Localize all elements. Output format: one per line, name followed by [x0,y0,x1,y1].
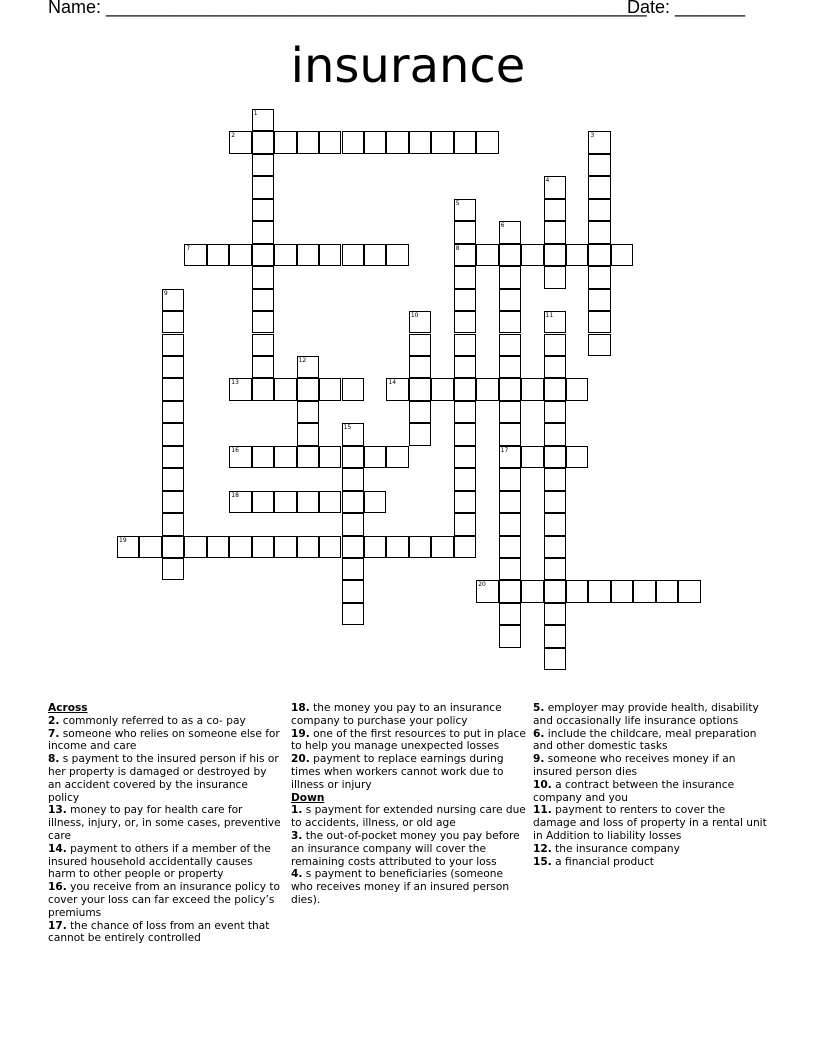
grid-cell[interactable] [454,289,476,311]
clue-number: 13 [231,379,239,387]
grid-cell[interactable] [544,423,566,445]
grid-cell[interactable] [454,266,476,288]
grid-cell[interactable] [162,289,184,311]
grid-cell[interactable] [454,199,476,221]
grid-cell[interactable] [566,580,588,602]
grid-cell[interactable] [252,334,274,356]
across-clue: 20. payment to replace earnings during times when workers cannot work due to illness or injury [291,753,504,791]
grid-cell[interactable] [499,468,521,490]
grid-cell[interactable] [454,334,476,356]
grid-cell[interactable] [454,311,476,333]
grid-cell[interactable] [499,558,521,580]
clue-number: 16 [231,446,239,454]
grid-cell[interactable] [454,468,476,490]
grid-cell[interactable] [499,603,521,625]
grid-cell[interactable] [431,536,453,558]
grid-cell[interactable] [364,446,386,468]
grid-cell[interactable] [342,580,364,602]
grid-cell[interactable] [499,401,521,423]
down-clue: 5. employer may provide health, disability and occasionally life insurance options [533,702,759,727]
clue-number: 7 [186,244,191,252]
grid-cell[interactable] [364,536,386,558]
grid-cell[interactable] [499,356,521,378]
grid-cell[interactable] [319,536,341,558]
grid-cell[interactable] [544,558,566,580]
clue-number: 19 [119,536,127,544]
grid-cell[interactable] [297,536,319,558]
grid-cell[interactable] [476,580,498,602]
grid-cell[interactable] [274,536,296,558]
grid-cell[interactable] [544,648,566,670]
across-clue: 8. s payment to the insured person if his or her property is damaged or destroyed by an accident covered by the insurance policy [48,753,279,804]
grid-cell[interactable] [252,154,274,176]
grid-cell[interactable] [499,311,521,333]
grid-cell[interactable] [499,378,521,400]
date-line: Date: _______ [627,0,746,17]
grid-cell[interactable] [409,378,431,400]
grid-cell[interactable] [274,131,296,153]
grid-cell[interactable] [544,266,566,288]
grid-cell[interactable] [544,468,566,490]
grid-cell[interactable] [588,131,610,153]
grid-cell[interactable] [499,513,521,535]
grid-cell[interactable] [476,131,498,153]
grid-cell[interactable] [274,491,296,513]
grid-cell[interactable] [544,536,566,558]
grid-cell[interactable] [588,244,610,266]
grid-cell[interactable] [499,625,521,647]
grid-cell[interactable] [409,401,431,423]
grid-cell[interactable] [229,244,251,266]
across-clue: 17. the chance of loss from an event that cannot be entirely controlled [48,919,270,945]
grid-cell[interactable] [162,536,184,558]
grid-cell[interactable] [499,536,521,558]
grid-cell[interactable] [544,580,566,602]
down-clue: 4. s payment to beneficiaries (someone who receives money if an insured person dies). [291,868,510,906]
grid-cell[interactable] [252,221,274,243]
grid-cell[interactable] [207,244,229,266]
grid-cell[interactable] [162,558,184,580]
grid-cell[interactable] [162,468,184,490]
grid-cell[interactable] [297,244,319,266]
grid-cell[interactable] [409,311,431,333]
grid-cell[interactable] [499,221,521,243]
grid-cell[interactable] [611,244,633,266]
across-clue: 7. someone who relies on someone else for income and care [48,727,280,753]
grid-cell[interactable] [342,513,364,535]
grid-cell[interactable] [162,311,184,333]
grid-cell[interactable] [544,603,566,625]
across-clue: 18. the money you pay to an insurance company to purchase your policy [291,702,502,727]
grid-cell[interactable] [342,558,364,580]
down-clue: 15. a financial product [533,855,654,868]
grid-cell[interactable] [319,491,341,513]
grid-cell[interactable] [342,378,364,400]
grid-cell[interactable] [342,536,364,558]
grid-cell[interactable] [274,446,296,468]
grid-cell[interactable] [544,401,566,423]
grid-cell[interactable] [184,536,206,558]
grid-cell[interactable] [252,491,274,513]
grid-cell[interactable] [409,334,431,356]
clue-number: 9 [163,289,168,297]
grid-cell[interactable] [386,131,408,153]
grid-cell[interactable] [544,625,566,647]
grid-cell[interactable] [476,378,498,400]
grid-cell[interactable] [499,580,521,602]
grid-cell[interactable] [162,491,184,513]
grid-cell[interactable] [364,131,386,153]
grid-cell[interactable] [252,266,274,288]
grid-cell[interactable] [476,244,498,266]
grid-cell[interactable] [566,244,588,266]
grid-cell[interactable] [252,311,274,333]
clue-number: 20 [478,581,486,589]
across-clue: 14. payment to others if a member of the insured household accidentally causes harm to other people or property [48,842,271,881]
down-clue: 12. the insurance company [533,842,680,855]
grid-cell[interactable] [409,356,431,378]
grid-cell[interactable] [342,244,364,266]
grid-cell[interactable] [454,401,476,423]
grid-cell[interactable] [386,378,408,400]
across-clue: 19. one of the first resources to put in place to help you manage unexpected losses [291,727,526,753]
grid-cell[interactable] [588,266,610,288]
grid-cell[interactable] [544,311,566,333]
grid-cell[interactable] [454,244,476,266]
grid-cell[interactable] [252,199,274,221]
grid-cell[interactable] [297,401,319,423]
grid-cell[interactable] [588,580,610,602]
clue-number: 15 [343,424,352,432]
clues-column-2 [291,702,527,907]
grid-cell[interactable] [386,536,408,558]
grid-cell[interactable] [544,356,566,378]
grid-cell[interactable] [139,536,161,558]
clue-number: 17 [500,446,509,454]
down-clue: 9. someone who receives money if an insured person dies [533,753,736,778]
grid-cell[interactable] [588,199,610,221]
grid-cell[interactable] [252,378,274,400]
grid-cell[interactable] [544,221,566,243]
grid-cell[interactable] [252,446,274,468]
clue-number: 4 [545,177,550,185]
grid-cell[interactable] [184,244,206,266]
grid-cell[interactable] [229,491,251,513]
grid-cell[interactable] [319,378,341,400]
grid-cell[interactable] [342,491,364,513]
grid-cell[interactable] [252,131,274,153]
grid-cell[interactable] [588,311,610,333]
grid-cell[interactable] [229,446,251,468]
clue-number: 11 [545,312,554,320]
grid-cell[interactable] [297,446,319,468]
clue-number: 8 [455,244,460,252]
grid-cell[interactable] [454,536,476,558]
grid-cell[interactable] [162,401,184,423]
clue-number: 6 [500,222,505,230]
page-title: insurance [290,38,526,94]
grid-cell[interactable] [454,378,476,400]
down-heading: Down [291,791,325,804]
grid-cell[interactable] [544,491,566,513]
grid-cell[interactable] [229,536,251,558]
grid-cell[interactable] [252,244,274,266]
grid-cell[interactable] [207,536,229,558]
clues-column-1 [48,702,282,945]
grid-cell[interactable] [454,513,476,535]
grid-cell[interactable] [588,221,610,243]
grid-cell[interactable] [544,176,566,198]
clue-number: 18 [231,491,239,499]
grid-cell[interactable] [319,446,341,468]
grid-cell[interactable] [454,446,476,468]
grid-cell[interactable] [431,378,453,400]
grid-cell[interactable] [252,289,274,311]
grid-cell[interactable] [633,580,655,602]
clue-number: 10 [410,312,419,320]
grid-cell[interactable] [611,580,633,602]
grid-cell[interactable] [588,289,610,311]
clue-number: 2 [231,132,236,140]
grid-cell[interactable] [499,423,521,445]
grid-cell[interactable] [521,378,543,400]
grid-cell[interactable] [162,378,184,400]
grid-cell[interactable] [544,244,566,266]
down-clue: 1. s payment for extended nursing care due to accidents, illness, or old age [291,804,526,830]
grid-cell[interactable] [588,154,610,176]
grid-cell[interactable] [274,378,296,400]
grid-cell[interactable] [364,244,386,266]
grid-cell[interactable] [229,378,251,400]
grid-cell[interactable] [319,244,341,266]
grid-cell[interactable] [342,603,364,625]
grid-cell[interactable] [409,536,431,558]
grid-cell[interactable] [319,131,341,153]
grid-cell[interactable] [409,131,431,153]
grid-cell[interactable] [297,378,319,400]
clue-number: 14 [388,379,397,387]
grid-cell[interactable] [678,580,700,602]
grid-cell[interactable] [431,131,453,153]
grid-cell[interactable] [162,513,184,535]
down-clue: 10. a contract between the insurance company and you [533,778,735,804]
clues-column-3 [533,702,771,868]
grid-cell[interactable] [342,446,364,468]
grid-cell[interactable] [588,334,610,356]
down-clue: 6. include the childcare, meal preparation and other domestic tasks [533,727,757,753]
grid-cell[interactable] [499,289,521,311]
grid-cell[interactable] [252,176,274,198]
grid-cell[interactable] [521,446,543,468]
clue-number: 1 [253,110,258,117]
grid-cell[interactable] [162,446,184,468]
across-clue: 13. money to pay for health care for illness, injury, or, in some cases, preventive care [48,804,281,842]
grid-cell[interactable] [454,423,476,445]
grid-cell[interactable] [364,491,386,513]
clue-number: 12 [298,356,307,364]
down-clue: 11. payment to renters to cover the damage and loss of property in a rental unit in Addition to liability losses [533,804,767,842]
grid-cell[interactable] [544,378,566,400]
clue-number: 3 [590,132,595,140]
grid-cell[interactable] [521,244,543,266]
grid-cell[interactable] [454,221,476,243]
name-line: Name: ______________________________________________________ [48,0,647,17]
grid-cell[interactable] [252,356,274,378]
across-clue: 2. commonly referred to as a co- pay [48,714,246,727]
grid-cell[interactable] [499,244,521,266]
grid-cell[interactable] [454,356,476,378]
grid-cell[interactable] [656,580,678,602]
grid-cell[interactable] [499,446,521,468]
clue-number: 5 [455,199,460,207]
grid-cell[interactable] [297,491,319,513]
grid-cell[interactable] [454,491,476,513]
grid-cell[interactable] [409,423,431,445]
down-clue: 3. the out-of-pocket money you pay before an insurance company will cover the remaining costs attributed to your loss [291,829,520,868]
grid-cell[interactable] [544,334,566,356]
grid-cell[interactable] [162,334,184,356]
grid-cell[interactable] [499,266,521,288]
grid-cell[interactable] [588,176,610,198]
grid-cell[interactable] [117,536,139,558]
grid-cell[interactable] [521,580,543,602]
grid-cell[interactable] [386,446,408,468]
grid-cell[interactable] [297,356,319,378]
grid-cell[interactable] [342,423,364,445]
grid-cell[interactable] [544,199,566,221]
grid-cell[interactable] [342,131,364,153]
grid-cell[interactable] [229,131,251,153]
grid-cell[interactable] [499,491,521,513]
grid-cell[interactable] [162,423,184,445]
grid-cell[interactable] [566,378,588,400]
grid-cell[interactable] [499,334,521,356]
grid-cell[interactable] [162,356,184,378]
grid-cell[interactable] [297,131,319,153]
across-heading: Across [48,702,88,714]
grid-cell[interactable] [566,446,588,468]
grid-cell[interactable] [544,446,566,468]
grid-cell[interactable] [342,468,364,490]
grid-cell[interactable] [454,131,476,153]
grid-cell[interactable] [544,513,566,535]
grid-cell[interactable] [297,423,319,445]
grid-cell[interactable] [274,244,296,266]
grid-cell[interactable] [252,536,274,558]
grid-cell[interactable] [252,109,274,131]
across-clue: 16. you receive from an insurance policy to cover your loss can far exceed the policy’s premiums [48,881,281,919]
grid-cell[interactable] [386,244,408,266]
